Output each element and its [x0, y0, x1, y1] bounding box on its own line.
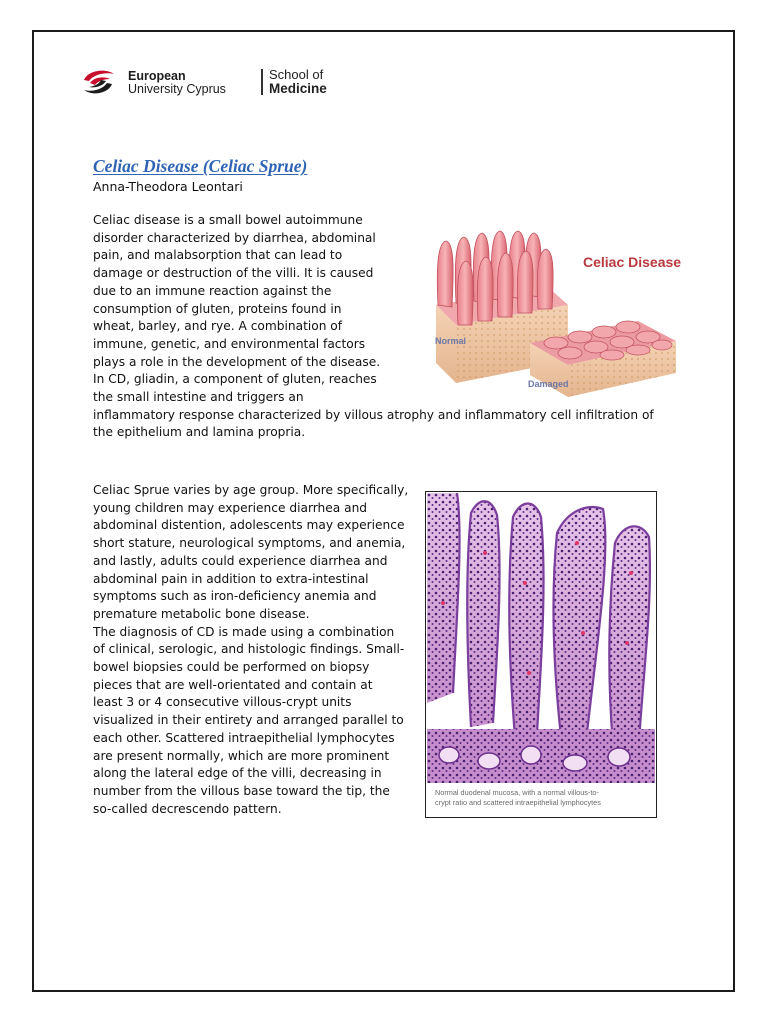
caption-line: Normal duodenal mucosa, with a normal villous-to-	[435, 788, 599, 797]
paragraph-line: Celiac Sprue varies by age group. More specifically,	[93, 483, 409, 497]
logo-university-name	[128, 70, 226, 96]
paragraph-line: wheat, barley, and rye. A combination of	[93, 319, 343, 334]
histology-figure	[425, 491, 657, 818]
paragraph-line: young children may experience diarrhea and	[93, 500, 368, 515]
paragraph-line: In CD, gliadin, a component of gluten, reaches	[93, 372, 377, 387]
paragraph-line: symptoms such as iron-deficiency anemia and	[93, 589, 377, 604]
paragraph-line: abdominal distention, adolescents may experience	[93, 518, 405, 533]
paragraph-line: Celiac disease is a small bowel autoimmune	[93, 213, 363, 227]
paragraph-line: along the lateral edge of the villi, decreasing in	[93, 766, 382, 781]
paragraph-line: immune, genetic, and environmental factors	[93, 336, 366, 351]
figure-label-normal: Normal	[435, 336, 467, 346]
histology-micrograph	[427, 493, 655, 783]
logo-school-name	[269, 68, 327, 96]
paragraph-line: are present normally, which are more prominent	[93, 748, 390, 763]
paragraph-line: premature metabolic bone disease.	[93, 606, 310, 621]
euc-logo-icon	[80, 66, 120, 98]
logo-line-medicine: Medicine	[269, 81, 327, 96]
logo-line-university-cyprus: University Cyprus	[128, 82, 226, 96]
paragraph-line: disorder characterized by diarrhea, abdominal	[93, 230, 376, 245]
logo-line-school-of: School of	[269, 67, 324, 82]
paragraph-line: so-called decrescendo pattern.	[93, 801, 282, 816]
paragraph-line: consumption of gluten, proteins found in	[93, 301, 342, 316]
histology-caption	[435, 788, 649, 808]
paragraph-line: visualized in their entirety and arranged parallel to	[93, 713, 404, 728]
document-title: Celiac Disease (Celiac Sprue)	[93, 156, 308, 176]
paragraph-line: of clinical, serologic, and histologic findings. Small-	[93, 642, 405, 657]
logo-divider	[261, 69, 263, 95]
paragraph-line: each other. Scattered intraepithelial lymphocytes	[93, 730, 395, 745]
paragraph-line: The diagnosis of CD is made using a combination	[93, 624, 395, 639]
paragraph-line: number from the villous base toward the tip, the	[93, 783, 390, 798]
villi-illustration	[408, 225, 710, 405]
paragraph-line: inflammatory response characterized by villous atrophy and inflammatory cell infiltration of	[93, 407, 654, 422]
paragraph-line: bowel biopsies could be performed on biopsy	[93, 660, 370, 675]
figure-label-celiac-disease: Celiac Disease	[583, 254, 682, 270]
paragraph-line: abdominal pain in addition to extra-intestinal	[93, 571, 369, 586]
paragraph-line: least 3 or 4 consecutive villous-crypt units	[93, 695, 352, 710]
paragraph-line: damage or destruction of the villi. It is caused	[93, 266, 374, 281]
paragraph-line: plays a role in the development of the disease.	[93, 354, 381, 369]
figure-label-damaged: Damaged	[528, 379, 569, 389]
author-name: Anna-Theodora Leontari	[93, 179, 243, 194]
logo-line-european: European	[128, 69, 186, 83]
paragraph-symptoms-diagnosis	[93, 482, 408, 818]
villi-illustration-graphic	[408, 225, 710, 405]
university-logo	[80, 66, 350, 98]
paragraph-line: and lastly, adults could experience diarrhea and	[93, 553, 388, 568]
caption-line: crypt ratio and scattered intraepithelial lymphocytes	[435, 798, 601, 807]
paragraph-line: the epithelium and lamina propria.	[93, 425, 306, 440]
paragraph-line: pain, and malabsorption that can lead to	[93, 248, 343, 263]
paragraph-line: due to an immune reaction against the	[93, 283, 332, 298]
paragraph-line: short stature, neurological symptoms, and anemia,	[93, 536, 406, 551]
paragraph-line: the small intestine and triggers an	[93, 390, 304, 405]
paragraph-line: pieces that are well-orientated and contain at	[93, 677, 373, 692]
